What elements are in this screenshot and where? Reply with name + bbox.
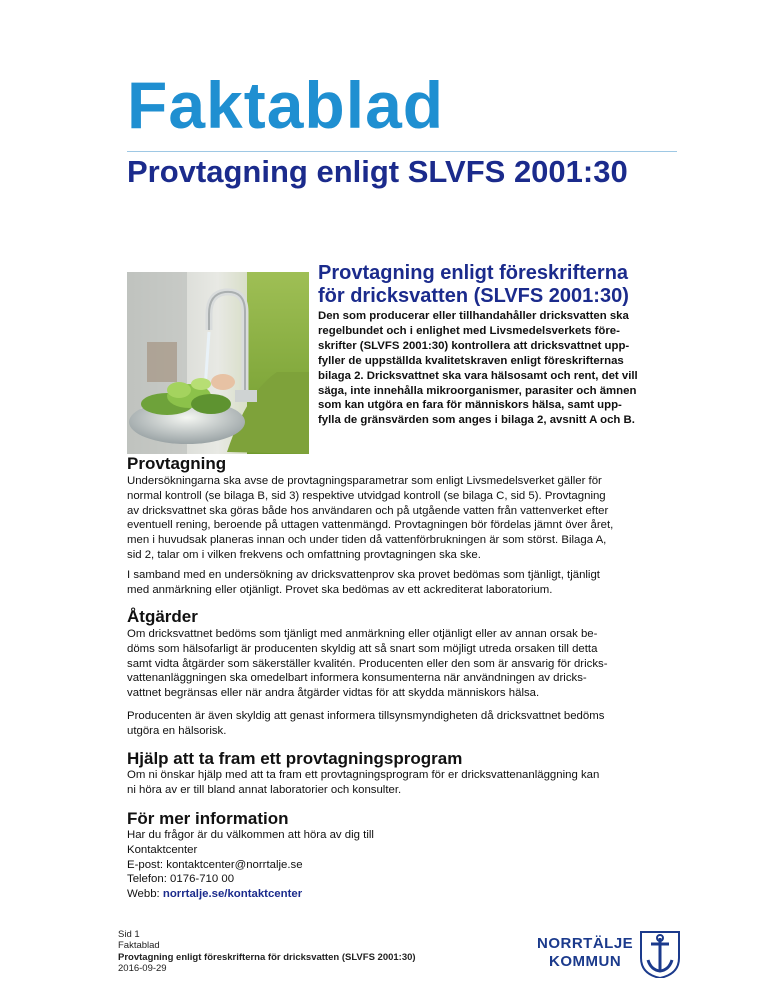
intro-line: Den som producerar eller tillhandahåller dricksvatten ska (318, 310, 629, 322)
page-title: Provtagning enligt SLVFS 2001:30 (127, 154, 628, 189)
atgarder-paragraph-1 (127, 627, 672, 701)
text-line: döms som hälsofarligt är producenten skyldig att så snart som möjligt utreda orsaken till detta (127, 642, 598, 655)
hjalp-paragraph (127, 768, 672, 798)
text-line: Om ni önskar hjälp med att ta fram ett provtagningsprogram för er dricksvattenanläggning kan (127, 769, 600, 781)
text-line: normal kontroll (se bilaga B, sid 3) respektive utvidgad kontroll (se bilaga C, sid 5). Provtagning (127, 489, 606, 502)
web-link[interactable]: norrtalje.se/kontaktcenter (162, 888, 303, 901)
contact-intro: Har du frågor är du välkommen att höra av dig till (127, 829, 374, 841)
intro-line: bilaga 2. Dricksvattnet ska vara hälsosamt och rent, det vill (318, 369, 638, 382)
intro-line: som kan utgöra en fara för människors hälsa, samt upp- (318, 399, 622, 412)
intro-heading (318, 262, 688, 308)
intro-line: fyller de uppställda kvalitetskraven enligt föreskrifternas (318, 354, 624, 367)
footer-date: 2016-09-29 (118, 962, 167, 974)
text-line: I samband med en undersökning av dricksvattenprov ska provet bedömas som tjänligt, tjänligt (127, 569, 600, 581)
contact-web (127, 887, 672, 902)
intro-paragraph (318, 309, 680, 428)
intro-line: fylla de gränsvärden som anges i bilaga 2, avsnitt A och B. (318, 414, 635, 427)
text-line: av dricksvattnet ska göras både hos användaren och på utgående vatten från vattenverket efter (127, 504, 609, 517)
text-line: Undersökningarna ska avse de provtagningsparametrar som enligt Livsmedelsverket gäller för (127, 475, 602, 487)
atgarder-paragraph-2 (127, 709, 672, 739)
text-line: samt vidta åtgärder som säkerställer kvalitén. Producenten eller den som är ansvarig för dricks- (127, 657, 608, 670)
section-heading-atgarder: Åtgärder (127, 607, 198, 626)
text-line: men i huvudsak planeras innan och under tiden då vattenförbrukningen är som störst. Bilaga A, (127, 534, 607, 547)
intro-heading-line: Provtagning enligt föreskrifterna (318, 262, 629, 284)
section-heading-info: För mer information (127, 809, 289, 828)
text-line: med anmärkning eller otjänligt. Provet ska bedömas av ett ackrediterat laboratorium. (127, 583, 553, 596)
footer-doc-title: Provtagning enligt föreskrifterna för dricksvatten (SLVFS 2001:30) (118, 951, 416, 963)
text-line: vattenanläggningen ska omedelbart informera konsumenterna när användningen av dricks- (127, 672, 587, 685)
web-label: Webb: (127, 888, 163, 901)
intro-heading-line: för dricksvatten (SLVFS 2001:30) (318, 285, 629, 307)
text-line: vattnet begränsas eller när andra åtgärder vidtas för att skydda människors hälsa. (127, 687, 540, 700)
intro-line: regelbundet och i enlighet med Livsmedelsverkets före- (318, 324, 620, 337)
text-line: Om dricksvattnet bedöms som tjänligt med anmärkning eller otjänligt eller av annan orsak be- (127, 628, 598, 640)
logo-line1: NORRTÄLJE (537, 935, 634, 952)
text-line: Producenten är även skyldig att genast informera tillsynsmyndigheten då dricksvattnet bedöms (127, 710, 605, 722)
text-line: ni höra av er till bland annat laboratorier och konsulter. (127, 783, 402, 796)
header-divider (127, 151, 677, 152)
brand-title: Faktablad (127, 68, 445, 142)
contact-email: E-post: kontaktcenter@norrtalje.se (127, 858, 303, 871)
intro-line: säga, inte innehålla mikroorganismer, parasiter och ämnen (318, 384, 637, 397)
section-heading-hjalp: Hjälp att ta fram ett provtagningsprogram (127, 749, 463, 768)
norrtalje-logo (535, 928, 695, 978)
provtagning-paragraph-2 (127, 568, 672, 598)
kitchen-faucet-salad-photo (127, 272, 309, 454)
contact-phone: Telefon: 0176-710 00 (127, 873, 235, 886)
contact-info (127, 828, 672, 902)
logo-line2: KOMMUN (549, 953, 622, 970)
text-line: utgöra en hälsorisk. (127, 724, 227, 737)
anchor-crest-icon (641, 932, 679, 978)
footer-page: Sid 1 (118, 929, 140, 940)
contact-center: Kontaktcenter (127, 843, 198, 856)
provtagning-paragraph-1 (127, 474, 672, 563)
footer-type: Faktablad (118, 940, 160, 952)
text-line: sid 2, talar om i vilken frekvens och omfattning provtagningen ska ske. (127, 548, 481, 561)
text-line: eventuell rening, beroende på uttagen vattenmängd. Provtagningen bör fördelas jämnt över året, (127, 519, 614, 532)
footer (118, 929, 416, 974)
section-heading-provtagning: Provtagning (127, 454, 227, 473)
intro-line: skrifter (SLVFS 2001:30) kontrollera att dricksvattnet upp- (318, 339, 630, 352)
